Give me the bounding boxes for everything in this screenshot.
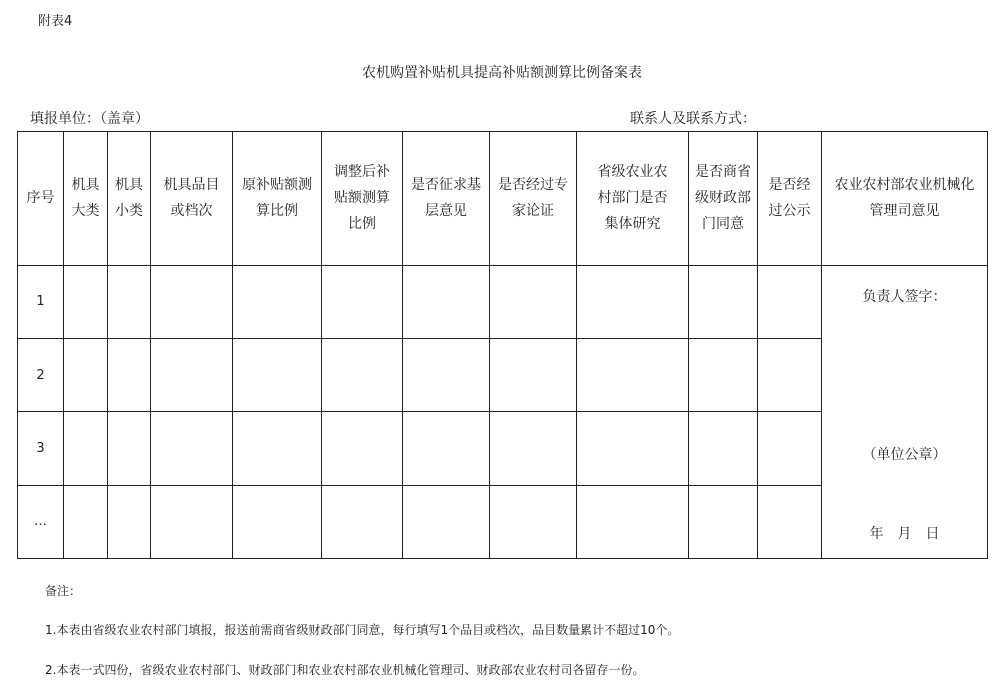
table-row	[18, 265, 988, 338]
cell-original-ratio[interactable]	[233, 485, 322, 558]
cell-item-or-grade[interactable]	[151, 338, 233, 411]
cell-grassroots-opinion[interactable]	[403, 265, 490, 338]
cell-public-notice[interactable]	[758, 338, 822, 411]
cell-grassroots-opinion[interactable]	[403, 338, 490, 411]
cell-collective-study[interactable]	[577, 412, 689, 485]
ministry-opinion-cell[interactable]	[822, 265, 988, 558]
cell-machine-category[interactable]	[64, 265, 108, 338]
cell-collective-study[interactable]	[577, 265, 689, 338]
cell-grassroots-opinion[interactable]	[403, 485, 490, 558]
cell-machine-category[interactable]	[64, 338, 108, 411]
cell-machine-subcategory[interactable]	[108, 485, 151, 558]
cell-adjusted-ratio[interactable]	[322, 412, 403, 485]
cell-expert-review[interactable]	[490, 265, 577, 338]
cell-item-or-grade[interactable]	[151, 265, 233, 338]
cell-public-notice[interactable]	[758, 485, 822, 558]
cell-adjusted-ratio[interactable]	[322, 338, 403, 411]
note-item: 1.本表由省级农业农村部门填报，报送前需商省级财政部门同意，每行填写1个品目或档次，品目数量累计不超过10个。	[45, 623, 680, 637]
header-finance-consent: 是否商省级财政部门同意	[689, 132, 758, 266]
cell-original-ratio[interactable]	[233, 338, 322, 411]
signature-label: 负责人签字：	[862, 288, 947, 305]
cell-adjusted-ratio[interactable]	[322, 265, 403, 338]
header-collective-study: 省级农业农村部门是否集体研究	[577, 132, 689, 266]
cell-finance-consent[interactable]	[689, 412, 758, 485]
cell-original-ratio[interactable]	[233, 265, 322, 338]
cell-public-notice[interactable]	[758, 265, 822, 338]
cell-collective-study[interactable]	[577, 338, 689, 411]
cell-expert-review[interactable]	[490, 338, 577, 411]
header-expert-review: 是否经过专家论证	[490, 132, 577, 266]
cell-finance-consent[interactable]	[689, 265, 758, 338]
cell-adjusted-ratio[interactable]	[322, 485, 403, 558]
header-public-notice: 是否经过公示	[758, 132, 822, 266]
cell-original-ratio[interactable]	[233, 412, 322, 485]
row-number: 2	[18, 338, 64, 411]
contact-label: 联系人及联系方式：	[630, 111, 756, 127]
date-label: 年 月 日	[869, 525, 940, 542]
row-number: 3	[18, 412, 64, 485]
fill-unit-label: 填报单位：（盖章）	[30, 111, 149, 127]
notes-title: 备注：	[45, 584, 82, 598]
seal-label: （单位公章）	[862, 446, 947, 463]
cell-item-or-grade[interactable]	[151, 412, 233, 485]
cell-grassroots-opinion[interactable]	[403, 412, 490, 485]
header-original-ratio: 原补贴额测算比例	[233, 132, 322, 266]
cell-public-notice[interactable]	[758, 412, 822, 485]
cell-machine-subcategory[interactable]	[108, 412, 151, 485]
cell-expert-review[interactable]	[490, 412, 577, 485]
cell-machine-subcategory[interactable]	[108, 338, 151, 411]
note-item: 2.本表一式四份，省级农业农村部门、财政部门和农业农村部农业机械化管理司、财政部农业农村司各留存一份。	[45, 663, 645, 677]
header-adjusted-ratio: 调整后补贴额测算比例	[322, 132, 403, 266]
form-title: 农机购置补贴机具提高补贴额测算比例备案表	[362, 65, 642, 81]
header-ministry-opinion: 农业农村部农业机械化管理司意见	[822, 132, 988, 266]
header-machine-category: 机具大类	[64, 132, 108, 266]
filing-table	[17, 131, 988, 559]
cell-item-or-grade[interactable]	[151, 485, 233, 558]
table-header-row	[18, 132, 988, 266]
cell-machine-subcategory[interactable]	[108, 265, 151, 338]
cell-expert-review[interactable]	[490, 485, 577, 558]
cell-machine-category[interactable]	[64, 485, 108, 558]
header-item-or-grade: 机具品目或档次	[151, 132, 233, 266]
cell-machine-category[interactable]	[64, 412, 108, 485]
annex-label: 附表4	[38, 14, 73, 29]
row-number: 1	[18, 265, 64, 338]
header-machine-subcategory: 机具小类	[108, 132, 151, 266]
header-grassroots-opinion: 是否征求基层意见	[403, 132, 490, 266]
cell-finance-consent[interactable]	[689, 485, 758, 558]
row-number: …	[18, 485, 64, 558]
header-index: 序号	[18, 132, 64, 266]
cell-collective-study[interactable]	[577, 485, 689, 558]
cell-finance-consent[interactable]	[689, 338, 758, 411]
